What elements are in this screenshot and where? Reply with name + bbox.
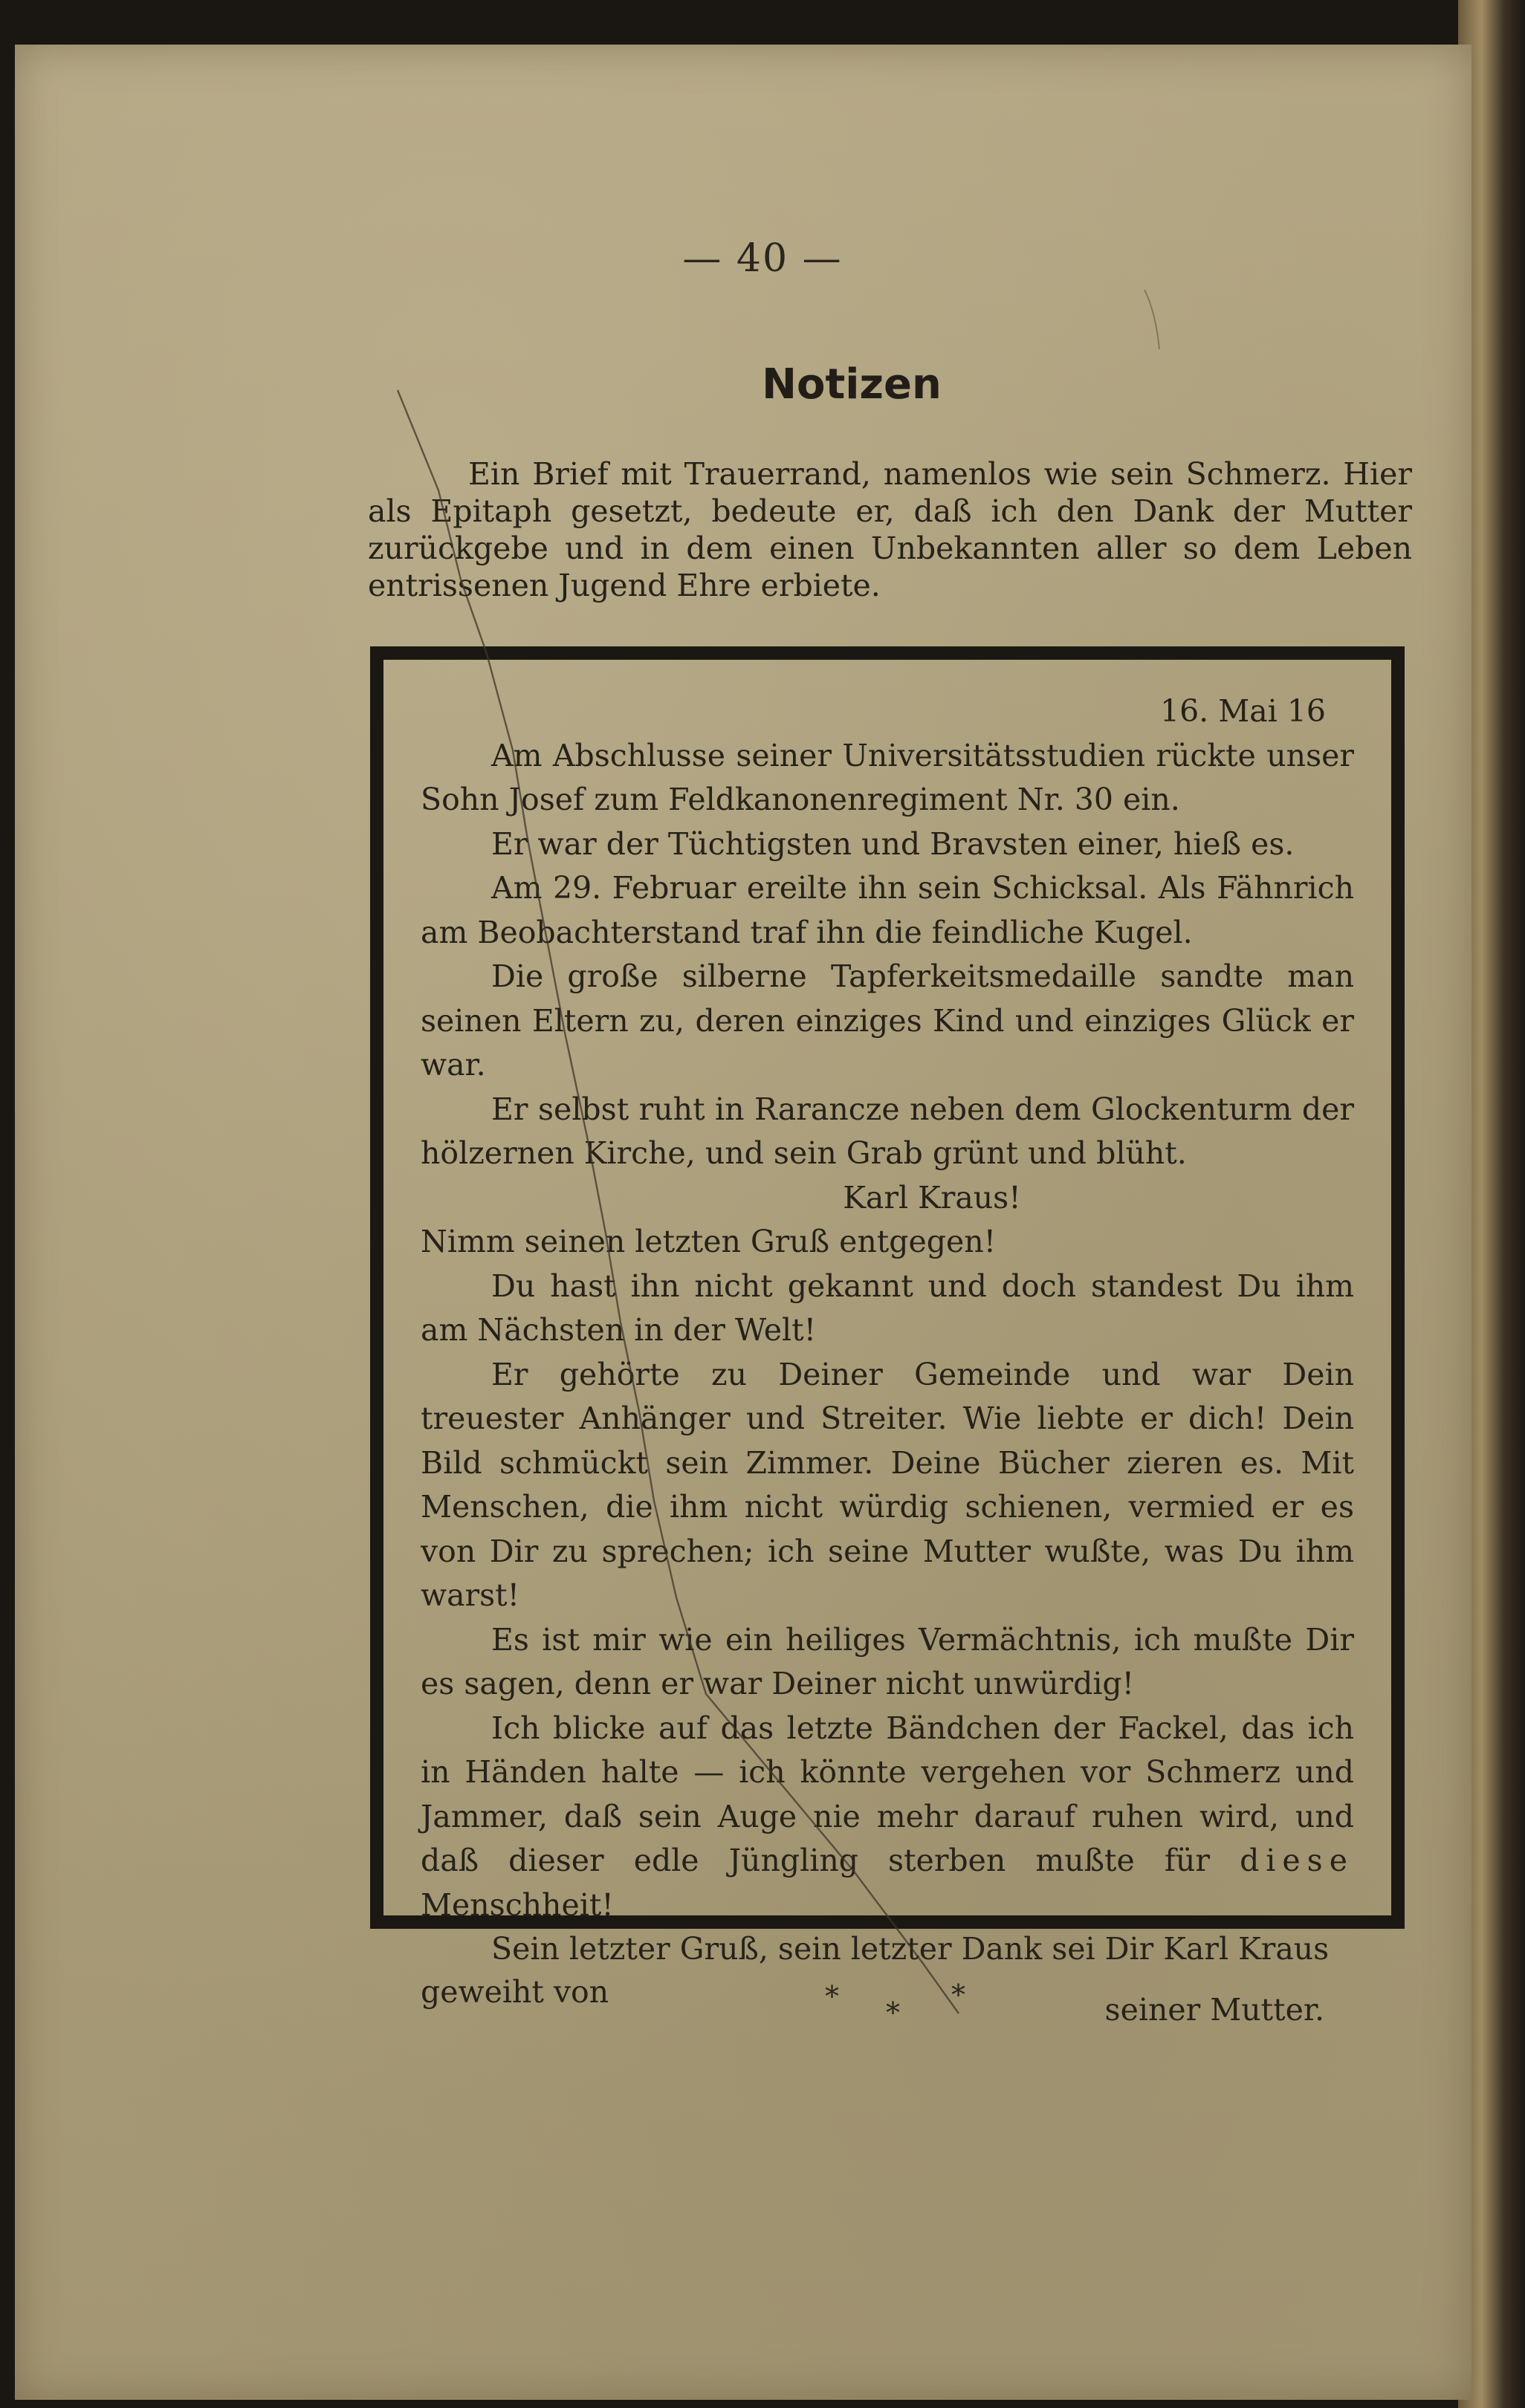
letter-paragraph-9: Es ist mir wie ein heiliges Vermächtnis, ich mußte Dir es sagen, denn er war Deiner nicht unwürdig! <box>421 1621 1354 1701</box>
letter-paragraph-1: Am Abschlusse seiner Universitätsstudien rückte unser Sohn Josef zum Feldkanonenregiment Nr. 30 ein. <box>421 737 1354 817</box>
letter-paragraph-10 <box>421 1707 1354 1928</box>
letter-paragraph-11: Sein letzter Gruß, sein letzter Dank sei Dir Karl Kraus <box>491 1931 1330 1967</box>
letter-paragraph-10-start: Ich blicke auf das letzte Bändchen der Fackel, das ich in Händen halte — ich könnte vergehen vor Schmerz und Jammer, daß sein Auge nie mehr darauf ruhen wird, und daß dieser edle Jüngling sterben mußte für <box>421 1710 1354 1878</box>
page-number: — 40 — <box>682 236 843 281</box>
star-2: * <box>886 1996 900 2029</box>
letter-paragraph-6: Nimm seinen letzten Gruß entgegen! <box>421 1224 997 1259</box>
section-heading: Notizen <box>762 360 942 409</box>
letter-date: 16. Mai 16 <box>1160 693 1326 729</box>
letter-paragraph-5: Er selbst ruht in Rarancze neben dem Glockenturm der hölzernen Kirche, und sein Grab grünt und blüht. <box>421 1091 1354 1171</box>
closing-signature: seiner Mutter. <box>1104 1991 1324 2028</box>
letter-body <box>421 689 1354 2061</box>
star-3: * <box>951 1979 965 2011</box>
letter-paragraph-3: Am 29. Februar ereilte ihn sein Schicksal. Als Fähnrich am Beobachterstand traf ihn die feindliche Kugel. <box>421 870 1354 950</box>
letter-address: Karl Kraus! <box>843 1179 1021 1216</box>
closing-dedication: geweiht von <box>421 1973 609 2010</box>
mourning-border-frame <box>370 646 1405 2028</box>
letter-paragraph-8: Er gehörte zu Deiner Gemeinde und war Dein treuester Anhänger und Streiter. Wie liebte er dich! Dein Bild schmückt sein Zimmer. Deine Bücher zieren es. Mit Menschen, die ihm nicht würdig schienen, vermied er es von Dir zu sprechen; ich seine Mutter wußte, was Du ihm warst! <box>421 1356 1354 1613</box>
letter-paragraph-4: Die große silberne Tapferkeitsmedaille sandte man seinen Eltern zu, deren einziges Kind und einziges Glück er war. <box>421 958 1354 1083</box>
star-1: * <box>825 1980 839 2013</box>
letter-paragraph-10-emphasis: diese <box>1240 1843 1354 1878</box>
letter-paragraph-10-end: Menschheit! <box>421 1886 614 1923</box>
ornament-stars <box>817 1980 981 2039</box>
letter-paragraph-2: Er war der Tüchtigsten und Bravsten einer, hieß es. <box>491 825 1295 862</box>
intro-paragraph: Ein Brief mit Trauerrand, namenlos wie sein Schmerz. Hier als Epitaph gesetzt, bedeute er, daß ich den Dank der Mutter zurückgebe und in dem einen Unbekannten aller so dem Leben entrissenen Jugend Ehre erbiete. <box>368 456 1412 603</box>
letter-paragraph-7: Du hast ihn nicht gekannt und doch standest Du ihm am Nächsten in der Welt! <box>421 1268 1354 1348</box>
